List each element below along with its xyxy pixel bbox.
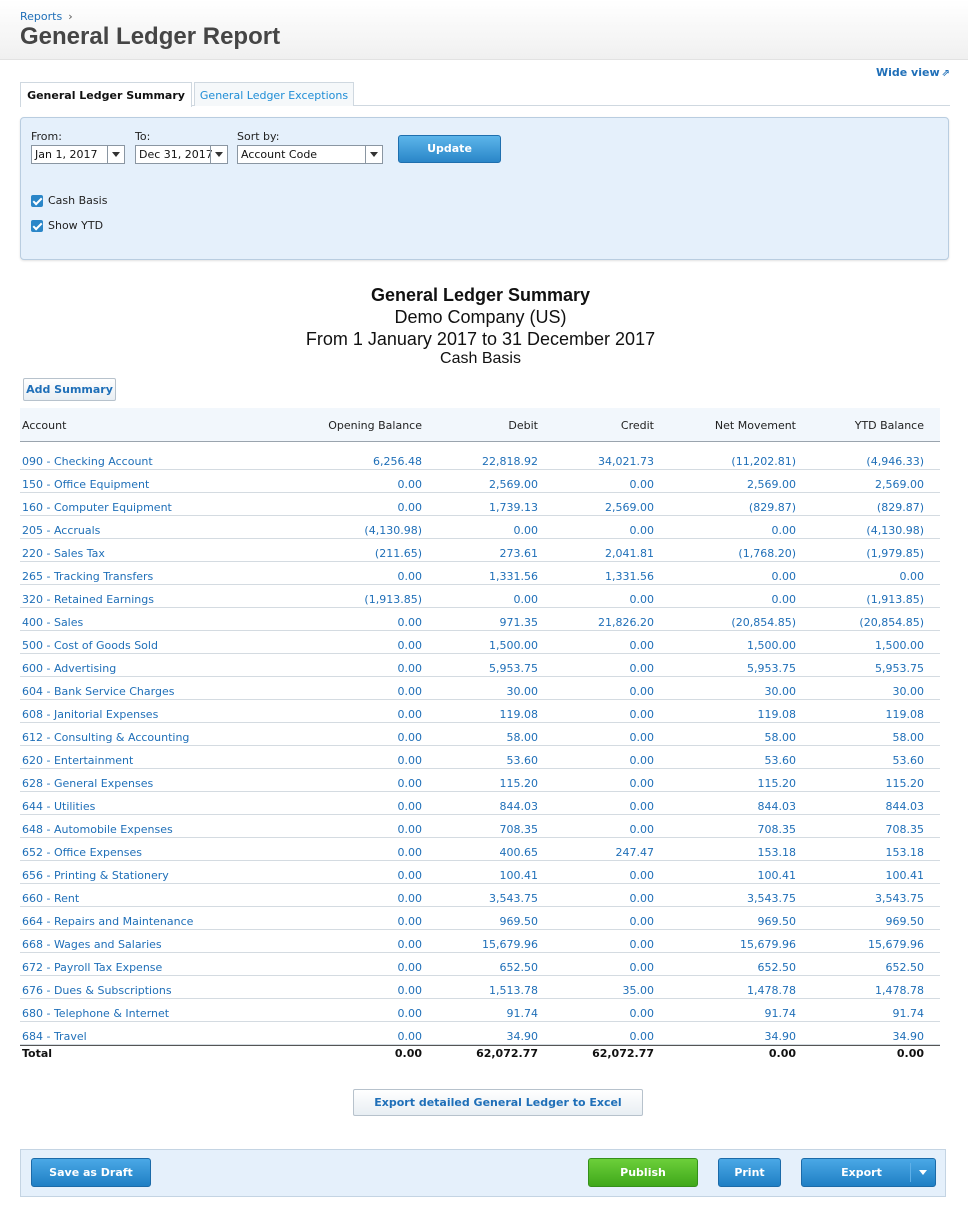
row-net-movement[interactable]: 1,478.78 [747, 984, 796, 997]
row-credit[interactable]: 0.00 [629, 800, 654, 813]
row-net-movement[interactable]: 119.08 [757, 708, 796, 721]
row-debit[interactable]: 708.35 [499, 823, 538, 836]
footer-action-bar [20, 1149, 946, 1197]
row-debit[interactable]: 115.20 [499, 777, 538, 790]
row-net-movement[interactable]: 53.60 [764, 754, 796, 767]
row-net-movement[interactable]: 15,679.96 [740, 938, 796, 951]
row-debit[interactable]: 100.41 [499, 869, 538, 882]
total-label: Total [22, 1047, 53, 1060]
row-debit[interactable]: 1,331.56 [489, 570, 538, 583]
breadcrumb [20, 10, 73, 23]
row-ytd-balance[interactable]: 119.08 [885, 708, 924, 721]
row-debit[interactable]: 34.90 [506, 1030, 538, 1043]
row-ytd-balance[interactable]: 91.74 [892, 1007, 924, 1020]
row-ytd-balance[interactable]: 34.90 [892, 1030, 924, 1043]
row-net-movement[interactable]: (20,854.85) [731, 616, 796, 629]
row-account-link[interactable]: 672 - Payroll Tax Expense [22, 961, 163, 974]
filter-panel [20, 117, 949, 260]
row-net-movement[interactable]: 708.35 [757, 823, 796, 836]
row-debit[interactable]: 652.50 [499, 961, 538, 974]
row-opening-balance[interactable]: (1,913.85) [364, 593, 422, 606]
row-opening-balance[interactable]: 0.00 [397, 846, 422, 859]
total-net-movement: 0.00 [768, 1047, 796, 1060]
row-opening-balance[interactable]: 0.00 [397, 708, 422, 721]
total-ytd-balance: 0.00 [896, 1047, 924, 1060]
table-row [20, 769, 940, 792]
from-label: From: [31, 130, 62, 143]
row-net-movement[interactable]: 100.41 [757, 869, 796, 882]
print-button[interactable]: Print [718, 1158, 781, 1187]
update-button[interactable]: Update [398, 135, 501, 163]
table-row [20, 884, 940, 907]
table-row [20, 907, 940, 930]
row-debit[interactable]: 0.00 [513, 524, 538, 537]
row-net-movement[interactable]: 0.00 [771, 524, 796, 537]
row-opening-balance[interactable]: 0.00 [397, 1007, 422, 1020]
row-ytd-balance[interactable]: 0.00 [899, 570, 924, 583]
row-opening-balance[interactable]: 0.00 [397, 616, 422, 629]
chevron-down-icon[interactable] [910, 1163, 935, 1182]
row-account-link[interactable]: 664 - Repairs and Maintenance [22, 915, 194, 928]
table-row [20, 746, 940, 769]
row-opening-balance[interactable]: 0.00 [397, 915, 422, 928]
sort-by-label: Sort by: [237, 130, 280, 143]
row-account-link[interactable]: 205 - Accruals [22, 524, 101, 537]
row-ytd-balance[interactable]: (20,854.85) [859, 616, 924, 629]
row-net-movement[interactable]: 0.00 [771, 570, 796, 583]
row-credit[interactable]: 0.00 [629, 685, 654, 698]
row-opening-balance[interactable]: 0.00 [397, 984, 422, 997]
row-credit[interactable]: 0.00 [629, 478, 654, 491]
row-account-link[interactable]: 090 - Checking Account [22, 455, 153, 468]
table-row [20, 723, 940, 746]
row-account-link[interactable]: 648 - Automobile Expenses [22, 823, 173, 836]
row-ytd-balance[interactable]: 5,953.75 [875, 662, 924, 675]
row-account-link[interactable]: 320 - Retained Earnings [22, 593, 154, 606]
report-period: From 1 January 2017 to 31 December 2017 [305, 329, 656, 349]
to-label: To: [135, 130, 151, 143]
publish-button[interactable]: Publish [588, 1158, 698, 1187]
table-header [20, 408, 940, 442]
header-debit[interactable]: Debit [508, 419, 538, 432]
row-debit[interactable]: 3,543.75 [489, 892, 538, 905]
header-account[interactable]: Account [22, 419, 67, 432]
row-net-movement[interactable]: 5,953.75 [747, 662, 796, 675]
row-ytd-balance[interactable]: 2,569.00 [875, 478, 924, 491]
row-debit[interactable]: 22,818.92 [482, 455, 538, 468]
row-credit[interactable]: 0.00 [629, 938, 654, 951]
row-credit[interactable]: 0.00 [629, 754, 654, 767]
row-net-movement[interactable]: 30.00 [764, 685, 796, 698]
total-row [20, 1045, 940, 1061]
row-credit[interactable]: 0.00 [629, 1007, 654, 1020]
wide-view-link[interactable] [876, 66, 950, 79]
total-credit: 62,072.77 [592, 1047, 654, 1060]
header-net-movement[interactable]: Net Movement [714, 419, 796, 432]
row-opening-balance[interactable]: 0.00 [397, 639, 422, 652]
row-account-link[interactable]: 652 - Office Expenses [22, 846, 142, 859]
row-opening-balance[interactable]: 6,256.48 [373, 455, 422, 468]
row-credit[interactable]: 2,569.00 [605, 501, 654, 514]
row-net-movement[interactable]: 58.00 [764, 731, 796, 744]
row-net-movement[interactable]: 91.74 [764, 1007, 796, 1020]
row-credit[interactable]: 0.00 [629, 524, 654, 537]
row-ytd-balance[interactable]: 708.35 [885, 823, 924, 836]
row-account-link[interactable]: 265 - Tracking Transfers [22, 570, 154, 583]
row-opening-balance[interactable]: 0.00 [397, 823, 422, 836]
row-opening-balance[interactable]: 0.00 [397, 570, 422, 583]
from-date-select[interactable] [31, 145, 125, 164]
report-basis: Cash Basis [440, 350, 521, 367]
page-title: General Ledger Report [20, 23, 281, 50]
add-summary-button[interactable]: Add Summary [23, 378, 116, 401]
row-opening-balance[interactable]: 0.00 [397, 961, 422, 974]
export-label: Export [841, 1166, 882, 1179]
table-row [20, 861, 940, 884]
cash-basis-checkbox[interactable] [31, 195, 43, 207]
chevron-down-icon [107, 146, 124, 163]
row-debit[interactable]: 1,500.00 [489, 639, 538, 652]
row-ytd-balance[interactable]: 652.50 [885, 961, 924, 974]
row-debit[interactable]: 119.08 [499, 708, 538, 721]
table-row [20, 838, 940, 861]
row-ytd-balance[interactable]: 1,478.78 [875, 984, 924, 997]
sort-by-value: Account Code [241, 148, 318, 161]
row-opening-balance[interactable]: 0.00 [397, 731, 422, 744]
row-net-movement[interactable]: (11,202.81) [731, 455, 796, 468]
row-net-movement[interactable]: 844.03 [757, 800, 796, 813]
chevron-down-icon [210, 146, 227, 163]
row-account-link[interactable]: 600 - Advertising [22, 662, 117, 675]
row-ytd-balance[interactable]: (4,130.98) [866, 524, 924, 537]
show-ytd-option[interactable] [31, 219, 103, 232]
row-credit[interactable]: 0.00 [629, 639, 654, 652]
row-credit[interactable]: 247.47 [615, 846, 654, 859]
row-account-link[interactable]: 150 - Office Equipment [22, 478, 150, 491]
row-account-link[interactable]: 160 - Computer Equipment [22, 501, 172, 514]
row-ytd-balance[interactable]: 844.03 [885, 800, 924, 813]
row-debit[interactable]: 1,739.13 [489, 501, 538, 514]
report-tabs [20, 82, 950, 106]
row-opening-balance[interactable]: (4,130.98) [364, 524, 422, 537]
export-excel-button[interactable]: Export detailed General Ledger to Excel [353, 1089, 643, 1116]
row-net-movement[interactable]: (829.87) [748, 501, 796, 514]
row-net-movement[interactable]: 1,500.00 [747, 639, 796, 652]
table-row [20, 792, 940, 815]
row-account-link[interactable]: 656 - Printing & Stationery [22, 869, 169, 882]
header-opening-balance[interactable]: Opening Balance [328, 419, 422, 432]
arrow-diagonal-icon: ⇗ [941, 68, 950, 79]
row-credit[interactable]: 0.00 [629, 892, 654, 905]
row-ytd-balance[interactable]: (4,946.33) [866, 455, 924, 468]
table-row [20, 539, 940, 562]
row-opening-balance[interactable]: 0.00 [397, 501, 422, 514]
table-row [20, 608, 940, 631]
row-credit[interactable]: 1,331.56 [605, 570, 654, 583]
row-ytd-balance[interactable]: 58.00 [892, 731, 924, 744]
row-net-movement[interactable]: 0.00 [771, 593, 796, 606]
page-header [0, 0, 968, 60]
chevron-down-icon [365, 146, 382, 163]
cash-basis-option[interactable] [31, 194, 107, 207]
row-debit[interactable]: 971.35 [499, 616, 538, 629]
row-ytd-balance[interactable]: 3,543.75 [875, 892, 924, 905]
table-row [20, 447, 940, 470]
header-ytd-balance[interactable]: YTD Balance [854, 419, 924, 432]
cash-basis-label: Cash Basis [48, 194, 108, 207]
row-credit[interactable]: 0.00 [629, 731, 654, 744]
export-button[interactable] [801, 1158, 936, 1187]
row-credit[interactable]: 0.00 [629, 1030, 654, 1043]
table-row [20, 700, 940, 723]
row-opening-balance[interactable]: 0.00 [397, 892, 422, 905]
row-ytd-balance[interactable]: 153.18 [885, 846, 924, 859]
row-credit[interactable]: 0.00 [629, 662, 654, 675]
row-account-link[interactable]: 676 - Dues & Subscriptions [22, 984, 172, 997]
row-ytd-balance[interactable]: 1,500.00 [875, 639, 924, 652]
row-opening-balance[interactable]: 0.00 [397, 754, 422, 767]
to-date-value: Dec 31, 2017 [139, 148, 213, 161]
table-row [20, 631, 940, 654]
tab-general-ledger-summary[interactable]: General Ledger Summary [20, 82, 192, 107]
row-ytd-balance[interactable]: 115.20 [885, 777, 924, 790]
row-account-link[interactable]: 680 - Telephone & Internet [22, 1007, 170, 1020]
wide-view-label: Wide view [875, 66, 940, 79]
row-account-link[interactable]: 628 - General Expenses [22, 777, 154, 790]
table-row [20, 930, 940, 953]
row-credit[interactable]: 0.00 [629, 915, 654, 928]
total-debit: 62,072.77 [476, 1047, 538, 1060]
row-debit[interactable]: 5,953.75 [489, 662, 538, 675]
row-debit[interactable]: 30.00 [506, 685, 538, 698]
row-debit[interactable]: 0.00 [513, 593, 538, 606]
row-debit[interactable]: 1,513.78 [489, 984, 538, 997]
row-credit[interactable]: 0.00 [629, 823, 654, 836]
row-account-link[interactable]: 644 - Utilities [22, 800, 96, 813]
row-net-movement[interactable]: 652.50 [757, 961, 796, 974]
table-row [20, 677, 940, 700]
row-credit[interactable]: 35.00 [622, 984, 654, 997]
row-debit[interactable]: 969.50 [499, 915, 538, 928]
row-ytd-balance[interactable]: (829.87) [876, 501, 924, 514]
row-net-movement[interactable]: 34.90 [764, 1030, 796, 1043]
row-opening-balance[interactable]: 0.00 [397, 938, 422, 951]
row-opening-balance[interactable]: 0.00 [397, 478, 422, 491]
row-ytd-balance[interactable]: (1,979.85) [866, 547, 924, 560]
row-debit[interactable]: 53.60 [506, 754, 538, 767]
table-row [20, 953, 940, 976]
total-opening-balance: 0.00 [394, 1047, 422, 1060]
row-ytd-balance[interactable]: 15,679.96 [868, 938, 924, 951]
row-credit[interactable]: 0.00 [629, 961, 654, 974]
row-ytd-balance[interactable]: 53.60 [892, 754, 924, 767]
row-debit[interactable]: 844.03 [499, 800, 538, 813]
row-ytd-balance[interactable]: 100.41 [885, 869, 924, 882]
row-debit[interactable]: 15,679.96 [482, 938, 538, 951]
row-account-link[interactable]: 604 - Bank Service Charges [22, 685, 175, 698]
row-credit[interactable]: 0.00 [629, 777, 654, 790]
row-credit[interactable]: 0.00 [629, 708, 654, 721]
tab-general-ledger-exceptions[interactable]: General Ledger Exceptions [194, 82, 354, 106]
table-row [20, 470, 940, 493]
table-row [20, 516, 940, 539]
row-ytd-balance[interactable]: 30.00 [892, 685, 924, 698]
table-row [20, 1022, 940, 1045]
table-row [20, 815, 940, 838]
row-ytd-balance[interactable]: 969.50 [885, 915, 924, 928]
row-credit[interactable]: 0.00 [629, 593, 654, 606]
table-row [20, 999, 940, 1022]
row-opening-balance[interactable]: (211.65) [374, 547, 422, 560]
row-opening-balance[interactable]: 0.00 [397, 662, 422, 675]
row-net-movement[interactable]: 969.50 [757, 915, 796, 928]
report-title: General Ledger Summary [370, 285, 591, 305]
sort-by-select[interactable] [237, 145, 383, 164]
row-debit[interactable]: 58.00 [506, 731, 538, 744]
row-account-link[interactable]: 612 - Consulting & Accounting [22, 731, 190, 744]
row-account-link[interactable]: 400 - Sales [22, 616, 84, 629]
row-debit[interactable]: 273.61 [499, 547, 538, 560]
row-account-link[interactable]: 668 - Wages and Salaries [22, 938, 162, 951]
header-credit[interactable]: Credit [620, 419, 654, 432]
save-as-draft-button[interactable]: Save as Draft [31, 1158, 151, 1187]
row-debit[interactable]: 400.65 [499, 846, 538, 859]
show-ytd-label: Show YTD [48, 219, 104, 232]
table-row [20, 585, 940, 608]
row-credit[interactable]: 34,021.73 [598, 455, 654, 468]
row-account-link[interactable]: 608 - Janitorial Expenses [22, 708, 159, 721]
row-credit[interactable]: 0.00 [629, 869, 654, 882]
to-date-select[interactable] [135, 145, 228, 164]
row-net-movement[interactable]: (1,768.20) [738, 547, 796, 560]
row-debit[interactable]: 91.74 [506, 1007, 538, 1020]
row-account-link[interactable]: 684 - Travel [22, 1030, 87, 1043]
report-company: Demo Company (US) [394, 307, 567, 327]
row-net-movement[interactable]: 153.18 [757, 846, 796, 859]
row-opening-balance[interactable]: 0.00 [397, 869, 422, 882]
row-credit[interactable]: 21,826.20 [598, 616, 654, 629]
row-net-movement[interactable]: 115.20 [757, 777, 796, 790]
table-row [20, 976, 940, 999]
row-credit[interactable]: 2,041.81 [605, 547, 654, 560]
row-opening-balance[interactable]: 0.00 [397, 685, 422, 698]
row-debit[interactable]: 2,569.00 [489, 478, 538, 491]
row-account-link[interactable]: 620 - Entertainment [22, 754, 134, 767]
breadcrumb-separator: › [68, 10, 73, 23]
row-opening-balance[interactable]: 0.00 [397, 800, 422, 813]
row-account-link[interactable]: 220 - Sales Tax [22, 547, 105, 560]
row-ytd-balance[interactable]: (1,913.85) [866, 593, 924, 606]
row-opening-balance[interactable]: 0.00 [397, 1030, 422, 1043]
row-opening-balance[interactable]: 0.00 [397, 777, 422, 790]
row-net-movement[interactable]: 3,543.75 [747, 892, 796, 905]
show-ytd-checkbox[interactable] [31, 220, 43, 232]
row-account-link[interactable]: 500 - Cost of Goods Sold [22, 639, 158, 652]
breadcrumb-reports-link[interactable]: Reports [20, 10, 63, 23]
from-date-value: Jan 1, 2017 [35, 148, 98, 161]
row-net-movement[interactable]: 2,569.00 [747, 478, 796, 491]
table-row [20, 493, 940, 516]
table-row [20, 654, 940, 677]
table-row [20, 562, 940, 585]
row-account-link[interactable]: 660 - Rent [22, 892, 80, 905]
